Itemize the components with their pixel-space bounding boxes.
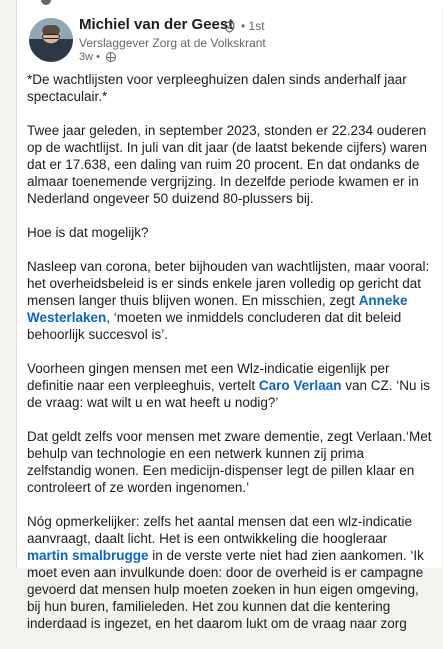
post-paragraph-3: Hoe is dat mogelijk? [27,225,149,240]
post-paragraph-4 [27,258,432,343]
paragraph-text: Nasleep van corona, beter bijhouden van wachtlijsten, maar vooral: het overheidsbeleid is er sinds enkele jaren volledig op gericht dat mensen langer thuis blijven wonen. En misschien, zegt [27,259,430,308]
post-meta [79,51,116,63]
paragraph-text: Nóg opmerkelijker: zelfs het aantal mensen dat een wlz-indicatie aanvraagt, daalt licht. Het is een ontwikkeling die hoogleraar [27,514,412,546]
post-paragraph-6: Dat geldt zelfs voor mensen met zware dementie, zegt Verlaan.‘Met behulp van technologie en een netwerk kunnen zij prima zelfstandig wonen. Een medicijn-dispenser legt de pillen klaar en controleert of ze worden ingenomen.’ [27,429,432,495]
post-paragraph-7 [27,513,432,632]
author-name[interactable]: Michiel van der Geest [79,16,234,33]
previous-post-edge [17,0,443,8]
connection-degree: • 1st [241,19,265,33]
paragraph-text: Voorheen gingen mensen met een Wlz-indicatie eigenlijk per definitie naar een verpleeghuis, vertelt [27,361,390,393]
post-paragraph-2: Twee jaar geleden, in september 2023, stonden er 22.234 ouderen op de wachtlijst. In juli van dit jaar (de laatst bekende cijfers) waren dat er 17.638, een daling van ruim 20 procent. En dat ondanks de almaar toenemende vergrijzing. In dezelfde periode kwamen er in Nederland ongeveer 50 duizend 80-plussers bij. [27,123,427,206]
post-time: 3w • [79,51,100,63]
author-title: Verslaggever Zorg at de Volkskrant [79,36,266,50]
public-globe-icon [106,52,116,62]
post-paragraph-1: *De wachtlijsten voor verpleeghuizen dalen sinds anderhalf jaar spectaculair.* [27,72,407,104]
post-paragraph-5 [27,360,432,411]
verified-icon [224,20,235,32]
mention-link[interactable]: Anneke Westerlaken [27,293,408,325]
post-body [27,71,432,649]
paragraph-text: in de verste verte niet had zien aankomen. ‘Ik moet even aan invulkunde doen: door de overheid is er campagne gevoerd dat mensen hulp moeten zoeken in hun eigen omgeving, bij hun buren, familieleden. Het zou kunnen dat die kentering inderdaad is ingezet, en het daarom lukt om de vraag naar zorg [27,548,424,631]
author-avatar[interactable] [29,18,73,62]
post-card [16,0,442,631]
paragraph-text: van CZ. ‘Nu is de vraag: wat wilt u en wat heeft u nodig?’ [27,378,430,410]
paragraph-text: , ‘moeten we inmiddels concluderen dat dit beleid behoorlijk succesvol is’. [27,310,402,342]
previous-post-avatar-fragment [41,0,51,5]
mention-link[interactable]: martin smalbrugge [27,548,149,563]
mention-link[interactable]: Caro Verlaan [258,378,342,393]
post-header [17,14,443,66]
